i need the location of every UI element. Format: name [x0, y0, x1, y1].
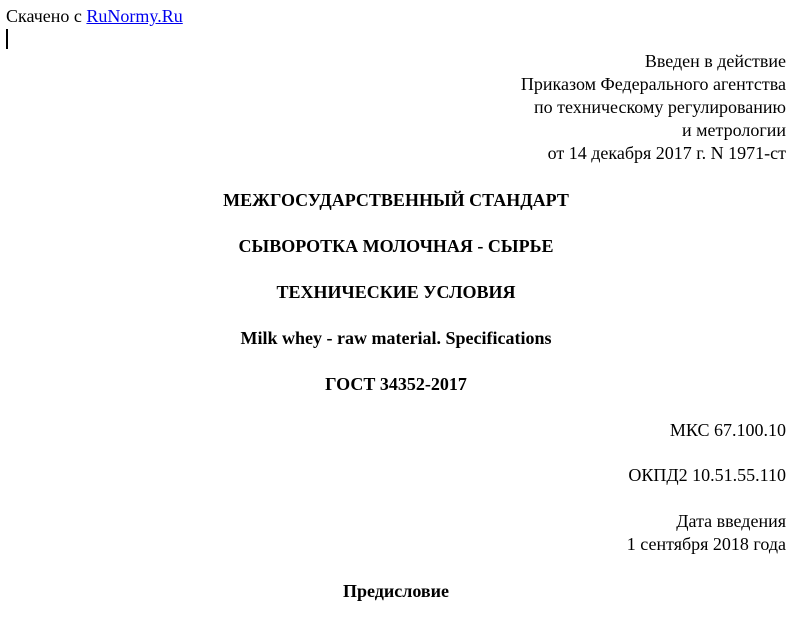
- download-source-prefix: Скачено с: [6, 6, 82, 26]
- effective-date-block: [627, 510, 786, 556]
- enactment-line: Приказом Федерального агентства: [520, 74, 786, 94]
- enactment-line: по техническому регулированию: [533, 97, 786, 117]
- enactment-line: Введен в действие: [644, 51, 786, 71]
- document-subtitle: ТЕХНИЧЕСКИЕ УСЛОВИЯ: [276, 282, 516, 302]
- okpd-code: ОКПД2 10.51.55.110: [628, 465, 786, 485]
- english-title: Milk whey - raw material. Specifications: [240, 328, 552, 348]
- standard-type-heading: МЕЖГОСУДАРСТВЕННЫЙ СТАНДАРТ: [223, 190, 569, 210]
- enactment-line: и метрологии: [682, 120, 786, 140]
- okpd-classification: [628, 464, 786, 487]
- runormy-link[interactable]: RuNormy.Ru: [86, 6, 183, 26]
- enactment-line: от 14 декабря 2017 г. N 1971-ст: [547, 143, 786, 163]
- effective-date-label: Дата введения: [676, 511, 786, 531]
- gost-code: ГОСТ 34352-2017: [325, 374, 467, 394]
- foreword-heading: Предисловие: [343, 581, 449, 601]
- effective-date-value: 1 сентября 2018 года: [626, 534, 786, 554]
- mks-code: МКС 67.100.10: [669, 420, 786, 440]
- download-source-line: [6, 6, 183, 26]
- document-title: СЫВОРОТКА МОЛОЧНАЯ - СЫРЬЕ: [238, 236, 554, 256]
- mks-classification: [670, 419, 786, 442]
- text-cursor: [6, 29, 8, 49]
- enactment-block: [521, 50, 786, 165]
